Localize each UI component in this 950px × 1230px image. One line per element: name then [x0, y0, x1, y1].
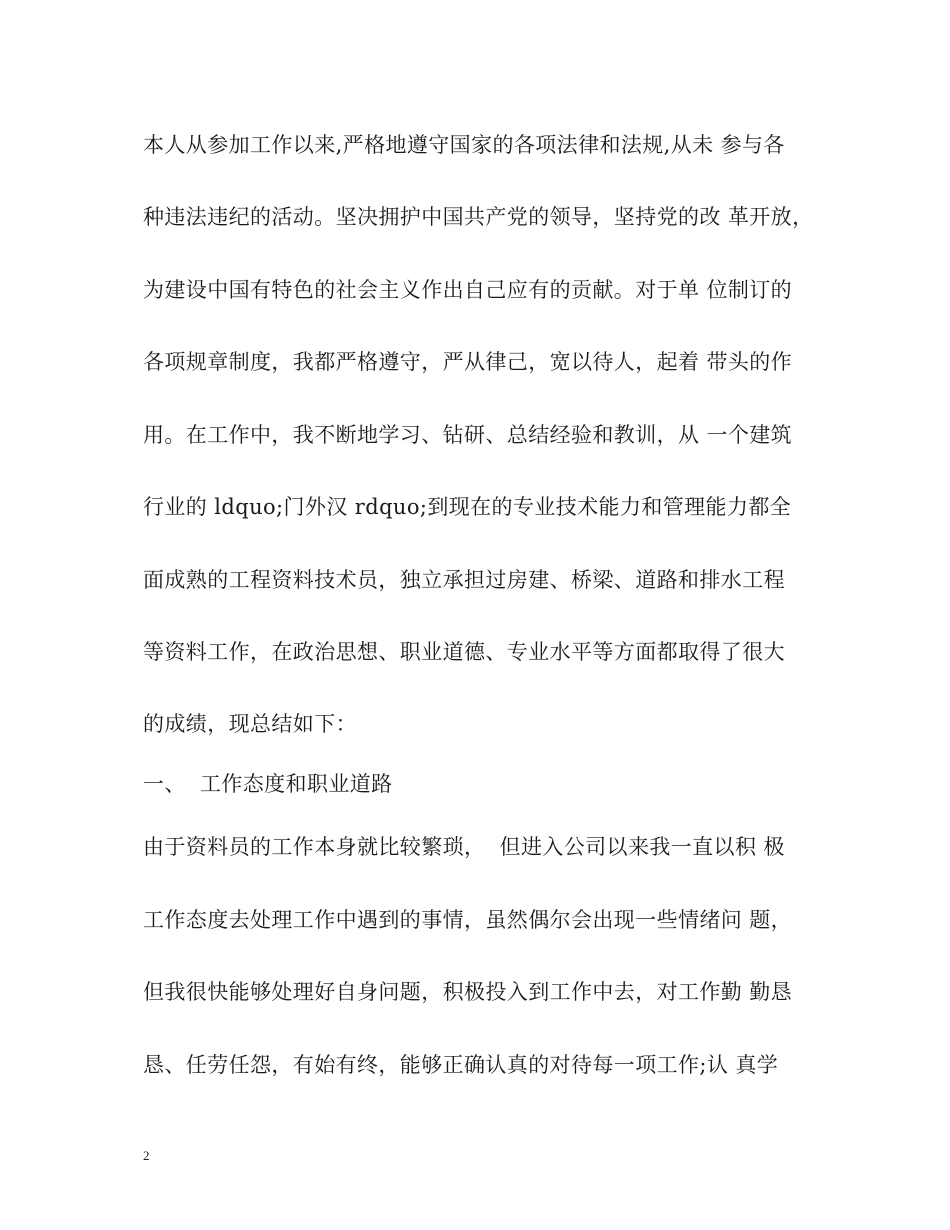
body-text-line: 面成熟的工程资料技术员，独立承担过房建、桥梁、道路和排水工程	[143, 568, 785, 592]
body-text-line: 行业的 ldquo;门外汉 rdquo;到现在的专业技术能力和管理能力都全	[143, 495, 792, 519]
body-text-line: 本人从参加工作以来,严格地遵守国家的各项法律和法规,从未 参与各	[143, 133, 785, 157]
body-text-line: 为建设中国有特色的社会主义作出自己应有的贡献。对于单 位制订的	[143, 278, 793, 302]
body-text-line: 种违法违纪的活动。坚决拥护中国共产党的领导，坚持党的改 革开放，	[143, 205, 814, 229]
body-text-line: 等资料工作，在政治思想、职业道德、专业水平等方面都取得了很大	[143, 640, 785, 664]
section-heading: 一、 工作态度和职业道路	[143, 772, 393, 796]
body-text-line: 用。在工作中，我不断地学习、钻研、总结经验和教训，从 一个建筑	[143, 423, 793, 447]
body-text-line: 的成绩，现总结如下：	[143, 712, 357, 736]
body-text-line: 由于资料员的工作本身就比较繁琐， 但进入公司以来我一直以积 极	[143, 835, 785, 859]
body-text-line: 各项规章制度，我都严格遵守，严从律己，宽以待人，起着 带头的作	[143, 350, 793, 374]
body-text-line: 工作态度去处理工作中遇到的事情，虽然偶尔会出现一些情绪问 题，	[143, 908, 793, 932]
body-text-line: 但我很快能够处理好自身问题，积极投入到工作中去，对工作勤 勤恳	[143, 980, 793, 1004]
body-text-line: 恳、任劳任怨，有始有终，能够正确认真的对待每一项工作;认 真学	[143, 1053, 779, 1077]
page-number: 2	[143, 1148, 150, 1163]
